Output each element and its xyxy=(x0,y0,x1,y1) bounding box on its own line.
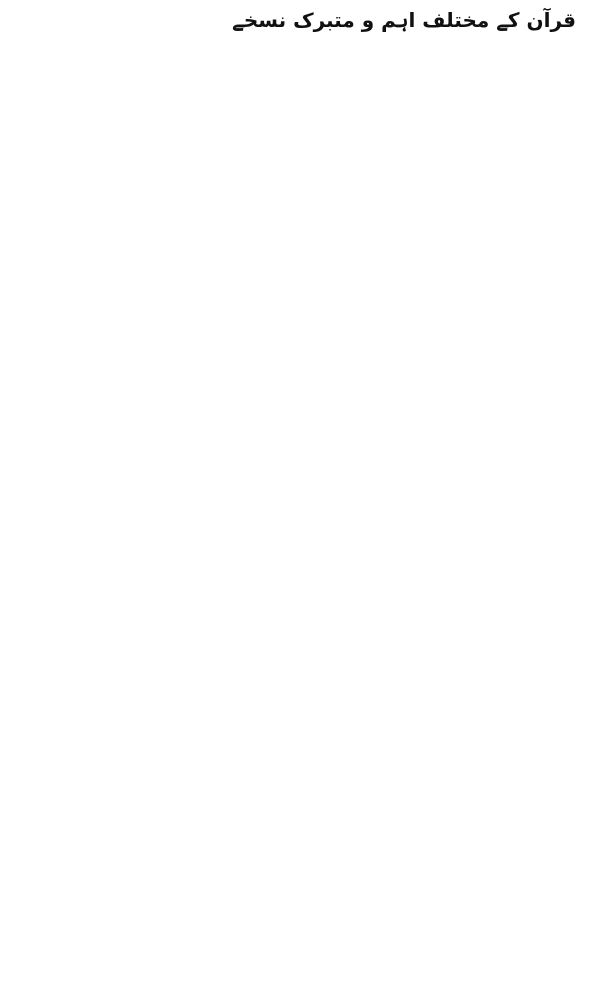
text-line xyxy=(14,886,576,911)
text-line xyxy=(14,435,576,460)
text-line xyxy=(14,236,576,261)
text-line xyxy=(14,936,576,961)
text-line xyxy=(14,360,576,385)
text-line xyxy=(14,837,576,862)
page-heading: قرآن کے مختلف اہم و متبرک نسخے xyxy=(232,8,576,32)
text-line xyxy=(14,385,576,410)
text-line xyxy=(14,708,576,733)
text-line xyxy=(14,311,576,336)
text-line xyxy=(14,212,576,237)
text-line xyxy=(14,162,576,187)
text-line xyxy=(14,460,576,485)
text-line xyxy=(14,88,576,113)
text-line xyxy=(14,757,576,782)
text-line xyxy=(14,633,576,658)
text-line xyxy=(14,336,576,361)
text-line xyxy=(14,187,576,212)
section-heading xyxy=(0,807,590,837)
text-line xyxy=(14,534,576,559)
text-line xyxy=(14,782,576,807)
text-line xyxy=(14,261,576,286)
text-line xyxy=(14,911,576,936)
text-line xyxy=(14,112,576,137)
text-line xyxy=(14,559,576,584)
text-line xyxy=(14,509,576,534)
text-line xyxy=(14,584,576,609)
text-line xyxy=(14,38,576,63)
text-line xyxy=(14,63,576,88)
text-line xyxy=(14,286,576,311)
text-line xyxy=(14,732,576,757)
section-body xyxy=(0,38,590,807)
text-line xyxy=(14,961,576,985)
text-line xyxy=(14,658,576,683)
text-line xyxy=(14,862,576,887)
section-body xyxy=(0,837,590,985)
text-line xyxy=(14,608,576,633)
text-line xyxy=(14,484,576,509)
text-line xyxy=(14,683,576,708)
text-line xyxy=(14,410,576,435)
text-line xyxy=(14,137,576,162)
